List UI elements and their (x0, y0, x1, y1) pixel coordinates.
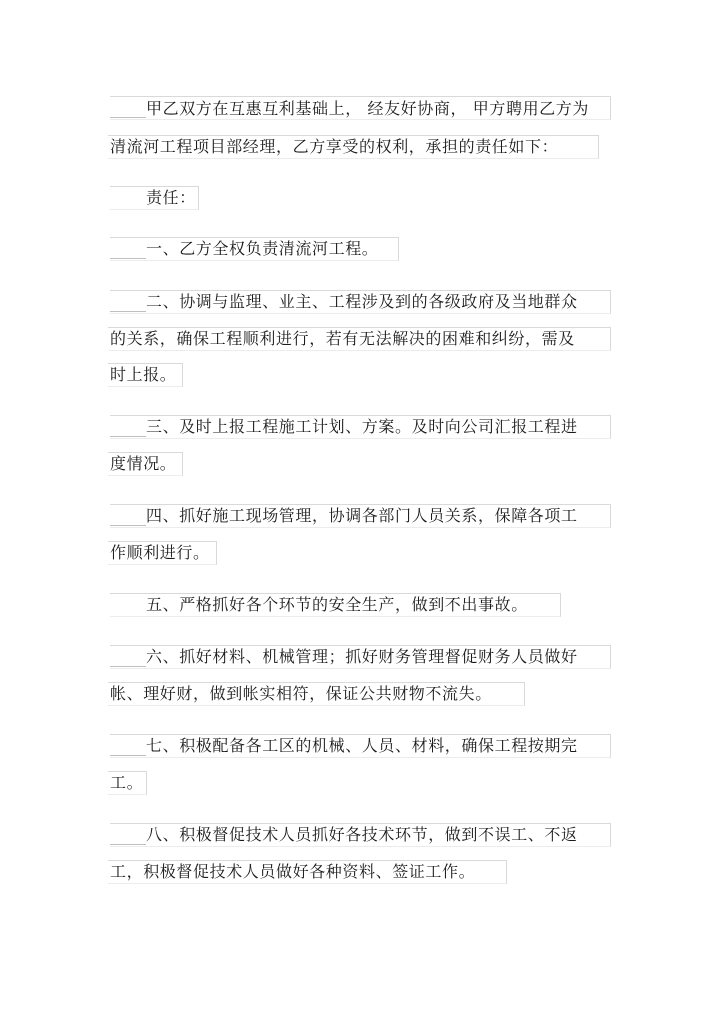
item-8-line-2: 工，积极督促技术人员做好各种资料、签证工作。 (110, 862, 476, 881)
item-2-line-1: 二、协调与监理、业主、工程涉及到的各级政府及当地群众 (146, 292, 578, 311)
responsibility-heading: 责任： (146, 188, 196, 207)
intro-line-1: 甲乙双方在互惠互利基础上， 经友好协商， 甲方聘用乙方为 (146, 99, 589, 118)
paragraph-indent-rule (110, 666, 146, 667)
item-3-line-2: 度情况。 (110, 454, 177, 473)
intro-line-2: 清流河工程项目部经理，乙方享受的权利，承担的责任如下： (110, 137, 559, 156)
item-4-line-1: 四、抓好施工现场管理，协调各部门人员关系，保障各项工 (146, 506, 578, 525)
item-6-line-1: 六、抓好材料、机械管理；抓好财务管理督促财务人员做好 (146, 647, 578, 666)
item-1-line-1: 一、乙方全权负责清流河工程。 (146, 239, 379, 258)
paragraph-indent-rule (110, 755, 146, 756)
item-4-line-2: 作顺利进行。 (110, 543, 210, 562)
paragraph-indent-rule (110, 311, 146, 312)
paragraph-indent-rule (110, 436, 146, 437)
item-6-line-2: 帐、理好财，做到帐实相符，保证公共财物不流失。 (110, 684, 492, 703)
paragraph-indent-rule (110, 117, 146, 118)
paragraph-indent-rule (110, 258, 146, 259)
item-8-line-1: 八、积极督促技术人员抓好各技术环节，做到不误工、不返 (146, 825, 578, 844)
item-2-line-3: 时上报。 (110, 365, 177, 384)
item-2-line-2: 的关系，确保工程顺利进行，若有无法解决的困难和纠纷，需及 (110, 329, 575, 348)
item-7-line-1: 七、积极配备各工区的机械、人员、材料，确保工程按期完 (146, 736, 578, 755)
item-5-line-1: 五、严格抓好各个环节的安全生产，做到不出事故。 (146, 595, 528, 614)
item-3-line-1: 三、及时上报工程施工计划、方案。及时向公司汇报工程进 (146, 417, 578, 436)
paragraph-indent-rule (110, 525, 146, 526)
item-7-line-2: 工。 (110, 773, 144, 792)
paragraph-indent-rule (110, 844, 146, 845)
